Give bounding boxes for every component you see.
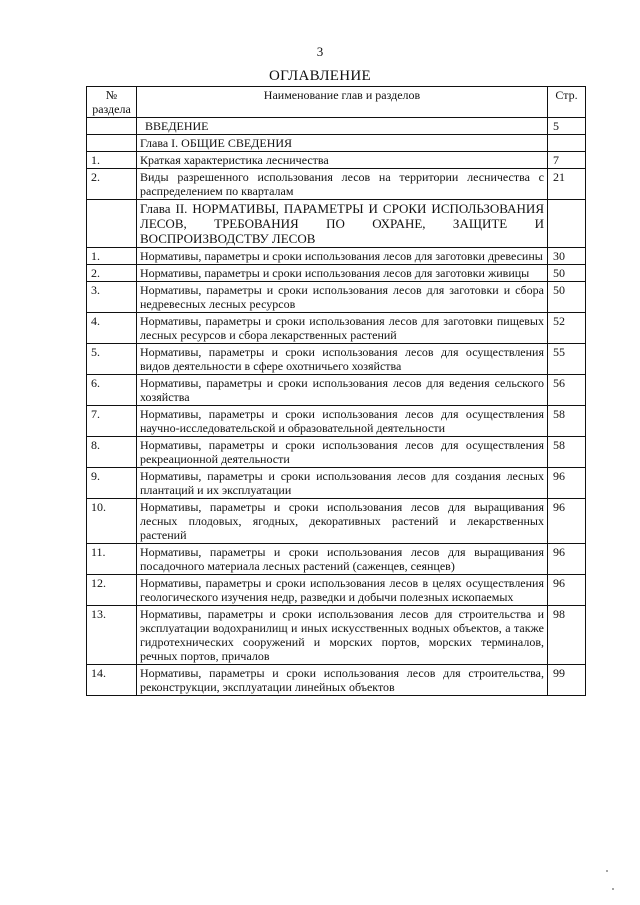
row-number	[87, 118, 137, 135]
toc-row	[87, 499, 586, 544]
chapter-title: Глава II. НОРМАТИВЫ, ПАРАМЕТРЫ И СРОКИ ИСПОЛЬЗОВАНИЯ ЛЕСОВ, ТРЕБОВАНИЯ ПО ОХРАНЕ, ЗАЩИТЕ И ВОСПРОИЗВОДСТВУ ЛЕСОВ	[137, 200, 548, 248]
scan-speck	[612, 888, 614, 890]
row-page: 96	[548, 544, 586, 575]
toc-row	[87, 265, 586, 282]
row-page: 30	[548, 248, 586, 265]
row-title: ВВЕДЕНИЕ	[137, 118, 548, 135]
row-page: 58	[548, 406, 586, 437]
row-page: 50	[548, 282, 586, 313]
row-page: 52	[548, 313, 586, 344]
scan-speck	[606, 870, 608, 872]
row-number	[87, 200, 137, 248]
row-number: 4.	[87, 313, 137, 344]
row-title: Нормативы, параметры и сроки использования лесов для осуществления рекреационной деятельности	[137, 437, 548, 468]
section-number-header-line2: раздела	[92, 102, 131, 116]
toc-row	[87, 152, 586, 169]
section-number-header-line1: №	[105, 88, 118, 102]
toc-row	[87, 282, 586, 313]
row-page: 55	[548, 344, 586, 375]
row-number: 6.	[87, 375, 137, 406]
row-title: Нормативы, параметры и сроки использования лесов для выращивания посадочного материала лесных растений (саженцев, сеянцев)	[137, 544, 548, 575]
toc-row	[87, 575, 586, 606]
row-title: Нормативы, параметры и сроки использования лесов в целях осуществления геологического изучения недр, разведки и добычи полезных ископаемых	[137, 575, 548, 606]
chapter-title: Глава I. ОБЩИЕ СВЕДЕНИЯ	[137, 135, 548, 152]
row-page: 96	[548, 468, 586, 499]
row-title: Нормативы, параметры и сроки использования лесов для осуществления научно-исследовательской и образовательной деятельности	[137, 406, 548, 437]
row-page	[548, 200, 586, 248]
row-page: 7	[548, 152, 586, 169]
row-number: 11.	[87, 544, 137, 575]
page-header: Стр.	[548, 87, 586, 118]
row-title: Краткая характеристика лесничества	[137, 152, 548, 169]
row-number: 9.	[87, 468, 137, 499]
toc-row-chapter-1	[87, 135, 586, 152]
toc-row	[87, 437, 586, 468]
section-name-header: Наименование глав и разделов	[137, 87, 548, 118]
document-title: ОГЛАВЛЕНИЕ	[269, 68, 371, 84]
toc-row	[87, 375, 586, 406]
toc-row	[87, 344, 586, 375]
row-title: Нормативы, параметры и сроки использования лесов для заготовки живицы	[137, 265, 548, 282]
row-page	[548, 135, 586, 152]
row-number: 8.	[87, 437, 137, 468]
row-page: 99	[548, 665, 586, 696]
row-title: Нормативы, параметры и сроки использования лесов для строительства, реконструкции, эксплуатации линейных объектов	[137, 665, 548, 696]
row-number: 5.	[87, 344, 137, 375]
row-number: 10.	[87, 499, 137, 544]
row-number: 2.	[87, 169, 137, 200]
row-title: Нормативы, параметры и сроки использования лесов для осуществления видов деятельности в сфере охотничьего хозяйства	[137, 344, 548, 375]
row-page: 58	[548, 437, 586, 468]
row-title: Нормативы, параметры и сроки использования лесов для выращивания лесных плодовых, ягодных, декоративных растений и лекарственных растений	[137, 499, 548, 544]
row-number: 14.	[87, 665, 137, 696]
row-page: 21	[548, 169, 586, 200]
row-page: 96	[548, 575, 586, 606]
row-title: Нормативы, параметры и сроки использования лесов для ведения сельского хозяйства	[137, 375, 548, 406]
row-number: 1.	[87, 248, 137, 265]
toc-header-row	[87, 87, 586, 118]
row-number	[87, 135, 137, 152]
toc-row	[87, 606, 586, 665]
section-number-header	[87, 87, 137, 118]
toc-row-chapter-2	[87, 200, 586, 248]
row-page: 96	[548, 499, 586, 544]
row-number: 3.	[87, 282, 137, 313]
toc-row	[87, 406, 586, 437]
toc-row-intro	[87, 118, 586, 135]
row-page: 98	[548, 606, 586, 665]
toc-row	[87, 468, 586, 499]
row-title: Нормативы, параметры и сроки использования лесов для создания лесных плантаций и их эксплуатации	[137, 468, 548, 499]
toc-body	[87, 118, 586, 696]
row-number: 12.	[87, 575, 137, 606]
row-page: 56	[548, 375, 586, 406]
toc-row	[87, 248, 586, 265]
row-title: Нормативы, параметры и сроки использования лесов для заготовки пищевых лесных ресурсов и сбора лекарственных растений	[137, 313, 548, 344]
toc-row	[87, 544, 586, 575]
page-number: 3	[316, 44, 324, 59]
row-page: 5	[548, 118, 586, 135]
toc-row	[87, 665, 586, 696]
row-number: 13.	[87, 606, 137, 665]
row-title: Нормативы, параметры и сроки использования лесов для строительства и эксплуатации водохранилищ и иных искусственных водных объектов, а также гидротехнических сооружений и морских портов, морских терминалов, речных портов, причалов	[137, 606, 548, 665]
row-number: 7.	[87, 406, 137, 437]
row-title: Виды разрешенного использования лесов на территории лесничества с распределением по кварталам	[137, 169, 548, 200]
row-number: 2.	[87, 265, 137, 282]
row-number: 1.	[87, 152, 137, 169]
toc-row	[87, 313, 586, 344]
table-of-contents	[86, 86, 586, 696]
row-page: 50	[548, 265, 586, 282]
toc-row	[87, 169, 586, 200]
row-title: Нормативы, параметры и сроки использования лесов для заготовки древесины	[137, 248, 548, 265]
row-title: Нормативы, параметры и сроки использования лесов для заготовки и сбора недревесных лесных ресурсов	[137, 282, 548, 313]
